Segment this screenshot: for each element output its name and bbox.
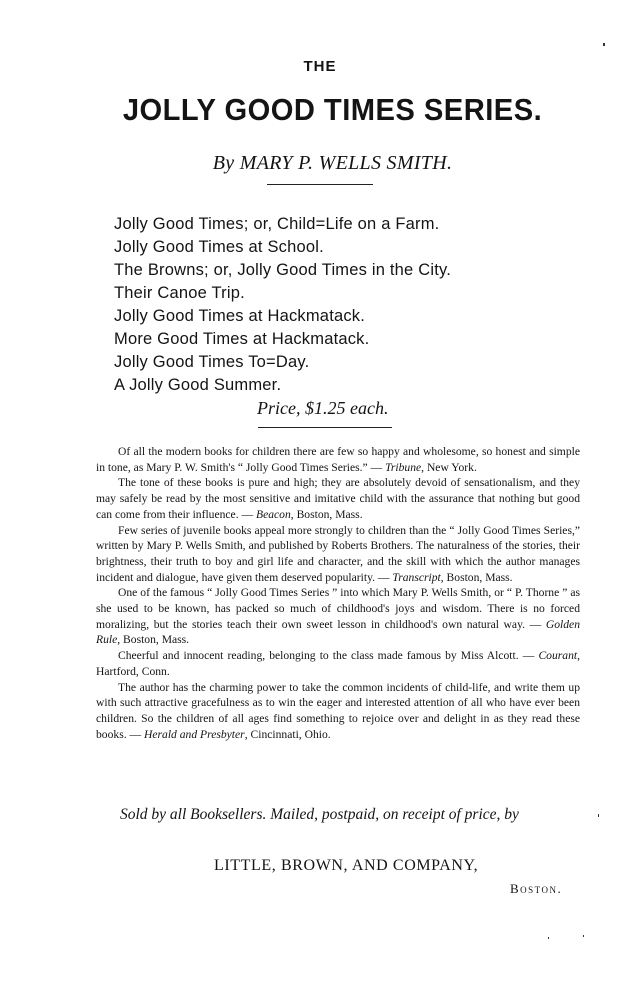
print-speck xyxy=(603,43,605,46)
book-title: The Browns; or, Jolly Good Times in the City. xyxy=(114,261,451,279)
review-source: Herald and Presbyter xyxy=(144,727,245,741)
review-place: , New York. xyxy=(421,460,477,474)
book-title: Jolly Good Times at School. xyxy=(114,238,324,256)
review xyxy=(96,444,580,475)
review xyxy=(96,523,580,586)
review-text: The tone of these books is pure and high; they are absolutely devoid of sensationalism, and they may safely be read by the most sensitive and imitative child with the assurance that nothing but good can come from their influence. — xyxy=(96,476,580,521)
review-place: , Cincinnati, Ohio. xyxy=(244,727,331,741)
series-title: JOLLY GOOD TIMES SERIES. xyxy=(122,92,543,127)
review-source: Courant xyxy=(538,649,578,663)
print-speck xyxy=(598,814,599,817)
author-rule xyxy=(267,184,373,185)
price-rule xyxy=(258,427,392,428)
review xyxy=(96,585,580,648)
price: Price, $1.25 each. xyxy=(257,398,389,418)
review-source: Transcript xyxy=(392,570,441,584)
review-place: , Hartford, Conn. xyxy=(96,649,580,678)
book-title: A Jolly Good Summer. xyxy=(114,376,282,394)
review-text: The author has the charming power to take the common incidents of child-life, and write them up with such attractive gracefulness as to win the eager and interested attention of all who have ever been children. So the children of all ages find something to rejoice over and delight in as they read these books. — xyxy=(96,680,580,741)
review xyxy=(96,475,580,522)
review xyxy=(96,680,580,743)
book-title: Jolly Good Times; or, Child=Life on a Farm. xyxy=(114,215,440,233)
publisher-city: Boston. xyxy=(510,881,563,896)
sold-by-notice: Sold by all Booksellers. Mailed, postpaid, on receipt of price, by xyxy=(120,806,519,823)
author-byline: By MARY P. WELLS SMITH. xyxy=(212,152,453,174)
print-speck xyxy=(548,937,549,939)
review-source: Tribune xyxy=(385,460,422,474)
header-the: THE xyxy=(303,58,337,75)
review-place: , Boston, Mass. xyxy=(117,633,190,647)
review-source: Golden Rule xyxy=(96,617,580,647)
review-source: Beacon xyxy=(256,507,291,521)
review-text: Of all the modern books for children there are few so happy and wholesome, so honest and simple in tone, as Mary P. W. Smith's “ Jolly Good Times Series.” — xyxy=(96,445,580,474)
book-title: More Good Times at Hackmatack. xyxy=(114,330,370,348)
review-text: Few series of juvenile books appeal more strongly to children than the “ Jolly Good Times Series,” written by Mary P. Wells Smith, and published by Roberts Brothers. The naturalness of the stories, their brightness, their truth to boy and girl life and character, and the skill with which the author manages incident and dialogue, have given them deserved popularity. — xyxy=(96,523,580,584)
review xyxy=(96,648,580,679)
book-title: Jolly Good Times at Hackmatack. xyxy=(114,307,366,325)
publisher-name: LITTLE, BROWN, AND COMPANY, xyxy=(214,857,479,874)
review-place: , Boston, Mass. xyxy=(440,570,513,584)
review-text: One of the famous “ Jolly Good Times Series ” into which Mary P. Wells Smith, or “ P. Thorne ” as she used to be known, has packed so much of childhood's joys and wisdom. There is no forced moralizing, but the stories teach their own sweet lesson in childhood's own natural way. — xyxy=(96,586,580,631)
book-title: Their Canoe Trip. xyxy=(114,284,245,302)
review-text: Cheerful and innocent reading, belonging to the class made famous by Miss Alcott. — xyxy=(118,649,535,663)
review-place: , Boston, Mass. xyxy=(290,507,363,521)
book-list xyxy=(114,213,451,397)
book-title: Jolly Good Times To=Day. xyxy=(114,353,310,371)
print-speck xyxy=(583,935,584,937)
press-reviews xyxy=(96,444,580,742)
